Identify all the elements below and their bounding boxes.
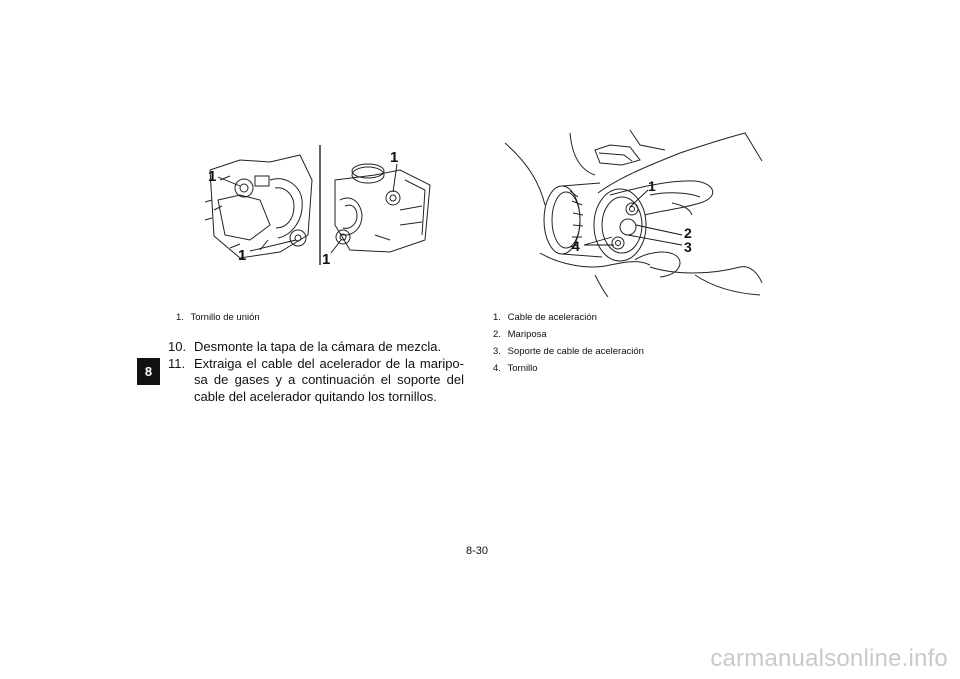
callout-1-a: 1	[208, 168, 217, 185]
caption-item: 1. Cable de aceleración	[493, 312, 597, 323]
callout-2: 2	[684, 225, 692, 241]
figure-carburetor	[200, 140, 440, 270]
watermark: carmanualsonline.info	[710, 645, 948, 672]
caption-right	[493, 309, 644, 377]
caption-item: 3. Soporte de cable de aceleración	[493, 346, 644, 357]
carburetor-illustration	[200, 140, 440, 270]
callout-3: 3	[684, 239, 692, 255]
caption-item: 4. Tornillo	[493, 363, 538, 374]
caption-item: 2. Mariposa	[493, 329, 547, 340]
step-11: 11. Extraiga el cable del acelerador de la maripo-sa de gases y a continuación el soporte del cable del acelerador quitando los tornillos.	[168, 355, 464, 404]
caption-left	[176, 309, 260, 326]
caption-item: 1. Tornillo de unión	[176, 312, 260, 323]
callout-1-b: 1	[238, 247, 247, 264]
callout-1-c: 1	[390, 149, 399, 166]
page-number: 8-30	[466, 545, 489, 557]
throttle-cable-illustration	[500, 125, 780, 300]
callout-1: 1	[648, 178, 656, 194]
callout-4: 4	[572, 238, 580, 254]
section-tab: 8	[137, 358, 160, 385]
callout-1-d: 1	[322, 251, 331, 268]
step-10: 10. Desmonte la tapa de la cámara de mezcla.	[168, 339, 442, 354]
figure-throttle-cable	[500, 125, 780, 300]
procedure-steps	[168, 339, 464, 405]
